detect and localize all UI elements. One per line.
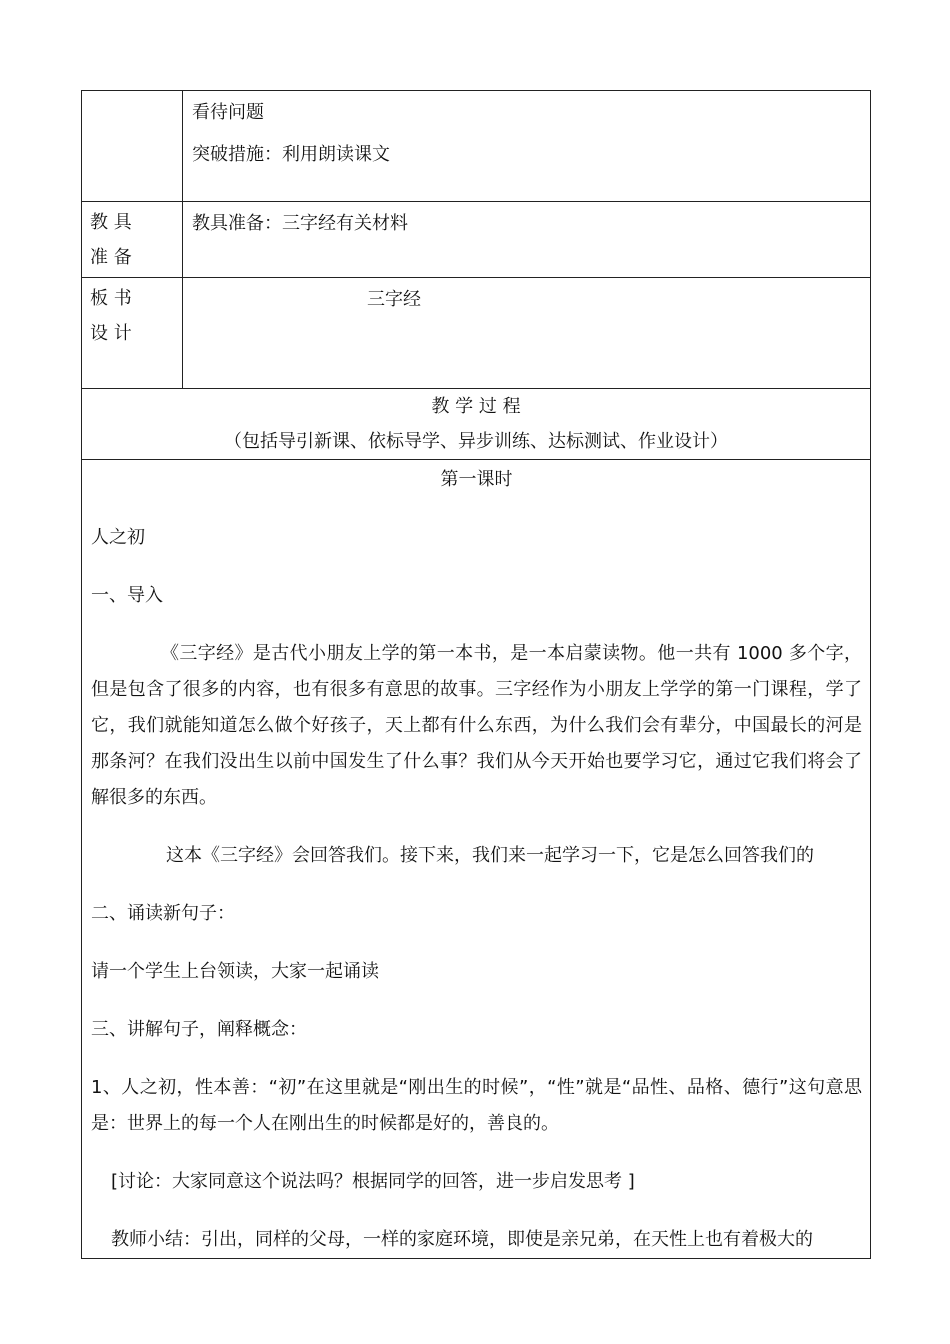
lesson-period: 第一课时 [440, 469, 513, 490]
section-intro-heading: 一、导入 [91, 585, 163, 606]
lesson-plan-table [81, 90, 871, 1259]
section-explain-heading: 三、讲解句子，阐释概念： [91, 1019, 307, 1040]
process-subtitle: （包括导引新课、依标导学、异步训练、达标测试、作业设计） [224, 431, 728, 452]
tools-content: 教具准备：三字经有关材料 [192, 213, 408, 234]
teacher-summary: 教师小结：引出，同样的父母，一样的家庭环境，即使是亲兄弟，在天性上也有着极大的 [111, 1229, 813, 1250]
reading-instruction: 请一个学生上台领读，大家一起诵读 [91, 961, 379, 982]
tools-label-cell [82, 202, 183, 278]
lesson-body-row [82, 460, 871, 1259]
board-label-cell [82, 278, 183, 389]
tools-row [82, 202, 871, 278]
board-content: 三字经 [367, 289, 421, 310]
lesson-body-cell [82, 460, 871, 1259]
difficulty-line-1: 看待问题 [192, 102, 264, 123]
discussion-note: [讨论：大家同意这个说法吗？根据同学的回答，进一步启发思考 ] [111, 1171, 635, 1192]
process-title: 教 学 过 程 [431, 396, 521, 417]
lesson-heading: 人之初 [91, 527, 145, 548]
difficulty-line-2: 突破措施：利用朗读课文 [192, 144, 390, 165]
tools-label-line-1: 教 具 [90, 212, 132, 233]
tools-label-line-2: 准 备 [90, 247, 132, 268]
board-label-line-2: 设 计 [90, 323, 132, 344]
intro-paragraph: 《三字经》是古代小朋友上学的第一本书，是一本启蒙读物。他一共有 1000 多个字，但是包含了很多的内容，也有很多有意思的故事。三字经作为小朋友上学学的第一门课程，学了它，我们就能知道怎么做个好孩子，天上都有什么东西，为什么我们会有辈分，中国最长的河是那条河？在我们没出生以前中国发生了什么事？我们从今天开始也要学习它，通过它我们将会了解很多的东西。 [91, 643, 862, 808]
difficulty-content-cell [183, 91, 871, 202]
transition-paragraph: 这本《三字经》会回答我们。接下来，我们来一起学习一下，它是怎么回答我们的 [166, 845, 814, 866]
difficulty-label-cell [82, 91, 183, 202]
board-row [82, 278, 871, 389]
process-header-row [82, 389, 871, 460]
board-content-cell [183, 278, 871, 389]
tools-content-cell [183, 202, 871, 278]
explain-item-1: 1、人之初，性本善：“初”在这里就是“刚出生的时候”，“性”就是“品性、品格、德行”这句意思是：世界上的每一个人在刚出生的时候都是好的，善良的。 [91, 1077, 862, 1134]
section-reading-heading: 二、诵读新句子： [91, 903, 235, 924]
board-label-line-1: 板 书 [90, 288, 132, 309]
process-header-cell [82, 389, 871, 460]
difficulty-row [82, 91, 871, 202]
